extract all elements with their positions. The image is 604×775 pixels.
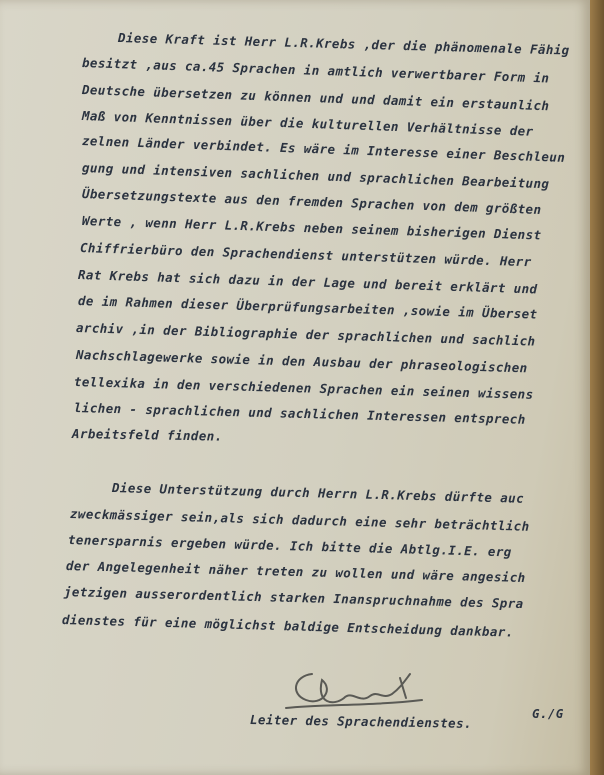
typist-initials: G./G	[532, 706, 564, 721]
text-line: de im Rahmen dieser Überprüfungsarbeiten ,sowie im Überset	[77, 293, 538, 322]
handwritten-signature	[282, 660, 432, 720]
text-line: tellexika in den verschiedenen Sprachen ein seinen wissens	[73, 374, 534, 402]
text-line: der Angelegenheit näher treten zu wollen und wäre angesich	[65, 558, 526, 586]
text-line: tenersparnis ergeben würde. Ich bitte die Abtlg.I.E. erg	[67, 532, 512, 560]
signature-title: Leiter des Sprachendienstes.	[249, 712, 473, 731]
text-line: Chiffrierbüro den Sprachendienst unterstützen würde. Herr	[79, 240, 532, 270]
text-line: Nachschlagewerke sowie in den Ausbau der phraseologischen	[75, 347, 528, 376]
text-line: jetzigen ausserordentlich starken Inanspruchnahme des Spra	[63, 584, 524, 612]
text-line: archiv ,in der Bibliographie der sprachlichen und sachlich	[75, 320, 536, 349]
text-line: Werte , wenn Herr L.R.Krebs neben seinem bisherigen Dienst	[81, 213, 542, 243]
text-line: dienstes für eine möglichst baldige Entscheidung dankbar.	[61, 612, 514, 640]
text-line: besitzt ,aus ca.45 Sprachen in amtlich verwertbarer Form in	[81, 55, 550, 86]
text-line: Übersetzungstexte aus den fremden Sprachen von dem größten	[81, 186, 542, 218]
text-line: Maß von Kenntnissen über die kulturellen Verhältnisse der	[81, 108, 534, 139]
text-line: Rat Krebs hat sich dazu in der Lage und bereit erklärt und	[77, 267, 538, 297]
text-line: zweckmässiger sein,als sich dadurch eine sehr beträchtlich	[69, 506, 530, 534]
text-line: Arbeitsfeld finden.	[71, 426, 223, 444]
text-line: lichen - sprachlichen und sachlichen Interessen entsprech	[73, 400, 526, 427]
text-line: Diese Unterstützung durch Herrn L.R.Krebs dürfte auc	[111, 480, 525, 506]
text-line: Deutsche übersetzen zu können und und damit ein erstaunlich	[81, 82, 550, 114]
text-line: Diese Kraft ist Herr L.R.Krebs ,der die phänomenale Fähig	[117, 30, 570, 58]
page-edge	[590, 0, 604, 775]
text-line: gung und intensiven sachlichen und sprachlichen Bearbeitung	[81, 160, 550, 192]
text-line: zelnen Länder verbindet. Es wäre im Interesse einer Beschleun	[81, 133, 566, 165]
